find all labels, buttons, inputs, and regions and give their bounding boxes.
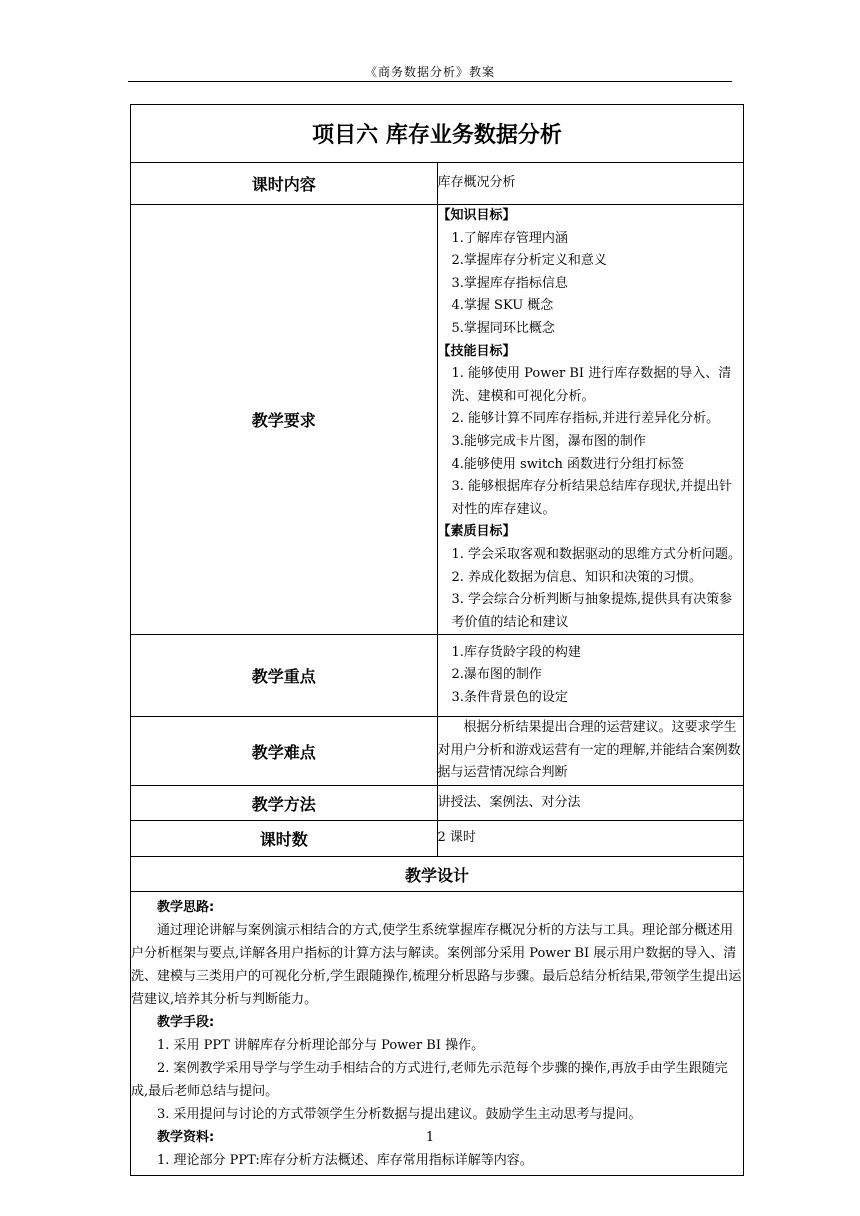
difficulty-row <box>131 717 744 786</box>
page-header: 《商务数据分析》教案 <box>364 65 495 79</box>
skill-item: 4.能够使用 switch 函数进行分组打标签 <box>451 456 685 472</box>
focus-item: 1.库存货龄字段的构建 <box>451 644 581 660</box>
knowledge-item: 2.掌握库存分析定义和意义 <box>451 253 607 269</box>
materials-heading: 教学资料: <box>157 1129 215 1145</box>
materials-item: 1. 理论部分 PPT:库存分析方法概述、库存常用指标详解等内容。 <box>157 1152 533 1168</box>
quality-item: 3. 学会综合分析判断与抽象提炼,提供具有决策参考价值的结论和建议 <box>451 592 733 630</box>
content-value: 库存概况分析 <box>437 163 744 205</box>
focus-item: 3.条件背景色的设定 <box>451 690 568 706</box>
method-row <box>131 786 744 821</box>
content-label: 课时内容 <box>131 163 438 205</box>
difficulty-content <box>437 717 744 786</box>
difficulty-text: 根据分析结果提出合理的运营建议。这要求学生对用户分析和游戏运营有一定的理解,并能结合案例数据与运营情况综合判断 <box>437 720 741 781</box>
means-item: 1. 采用 PPT 讲解库存分析理论部分与 Power BI 操作。 <box>157 1037 485 1053</box>
focus-content <box>437 635 744 717</box>
method-value: 讲授法、案例法、对分法 <box>437 786 744 821</box>
knowledge-item: 5.掌握同环比概念 <box>451 320 555 336</box>
method-label: 教学方法 <box>131 786 438 821</box>
design-title: 教学设计 <box>131 857 744 892</box>
quality-heading: 【素质目标】 <box>437 524 516 540</box>
project-title: 项目六 库存业务数据分析 <box>131 105 744 163</box>
requirements-row <box>131 205 744 635</box>
knowledge-item: 4.掌握 SKU 概念 <box>451 298 554 314</box>
thinking-text: 通过理论讲解与案例演示相结合的方式,使学生系统掌握库存概况分析的方法与工具。理论部分概述用户分析框架与要点,详解各用户指标的计算方法与解读。案例部分采用 Power BI 展示用户数据的导入、清洗、建模与三类用户的可视化分析,学生跟随操作,梳理分析思路与步骤。最后总结分析结果,带领学生提出运营建议,培养其分析与判断能力。 <box>131 922 742 1007</box>
hours-row <box>131 821 744 857</box>
skill-item: 3.能够完成卡片图，瀑布图的制作 <box>451 433 646 449</box>
focus-label: 教学重点 <box>131 635 438 717</box>
quality-item: 1. 学会采取客观和数据驱动的思维方式分析问题。 <box>451 546 742 562</box>
title-row <box>131 105 744 163</box>
header-rule <box>128 81 732 82</box>
lesson-plan-table <box>130 104 744 1176</box>
thinking-heading: 教学思路: <box>157 899 215 915</box>
hours-value: 2 课时 <box>437 821 744 857</box>
page-number: 1 <box>425 1130 435 1145</box>
skill-item: 3. 能够根据库存分析结果总结库存现状,并提出针对性的库存建议。 <box>451 479 733 517</box>
skill-item: 2. 能够计算不同库存指标,并进行差异化分析。 <box>451 411 720 427</box>
hours-label: 课时数 <box>131 821 438 857</box>
means-item: 3. 采用提问与讨论的方式带领学生分析数据与提出建议。鼓励学生主动思考与提问。 <box>157 1106 642 1122</box>
knowledge-item: 1.了解库存管理内涵 <box>451 230 568 246</box>
skill-item: 1. 能够使用 Power BI 进行库存数据的导入、清洗、建模和可视化分析。 <box>451 366 732 404</box>
focus-item: 2.瀑布图的制作 <box>451 667 542 683</box>
requirements-label: 教学要求 <box>131 205 438 635</box>
quality-item: 2. 养成化数据为信息、知识和决策的习惯。 <box>451 569 703 585</box>
knowledge-heading: 【知识目标】 <box>437 208 516 223</box>
knowledge-item: 3.掌握库存指标信息 <box>451 275 568 291</box>
content-row <box>131 163 744 205</box>
means-item: 2. 案例教学采用导学与学生动手相结合的方式进行,老师先示范每个步骤的操作,再放手由学生跟随完成,最后老师总结与提问。 <box>131 1060 728 1099</box>
design-title-row <box>131 857 744 892</box>
means-heading: 教学手段: <box>157 1014 215 1030</box>
difficulty-label: 教学难点 <box>131 717 438 786</box>
focus-row <box>131 635 744 717</box>
skill-heading: 【技能目标】 <box>437 343 516 359</box>
requirements-content <box>437 205 744 635</box>
